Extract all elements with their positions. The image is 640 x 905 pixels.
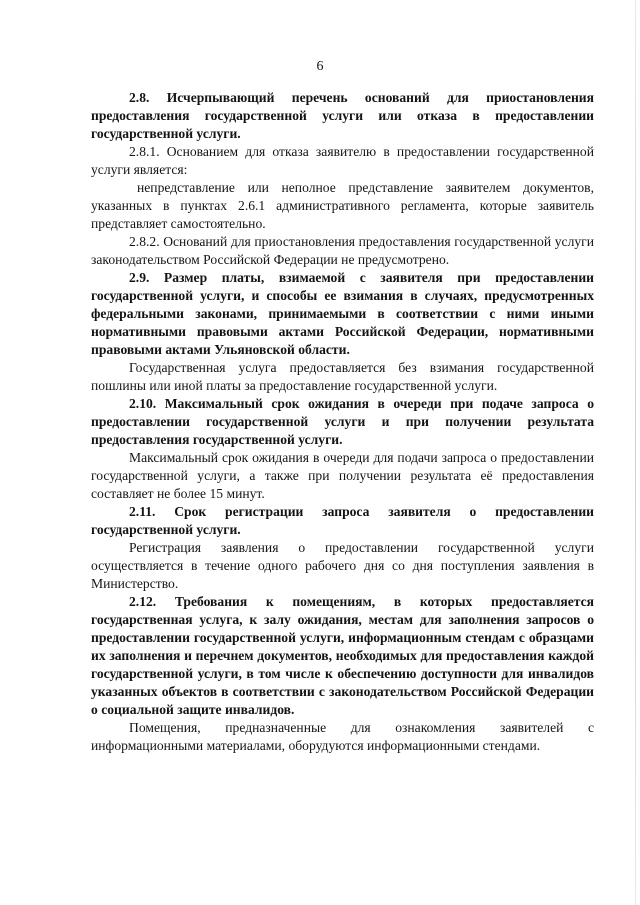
scan-edge-line bbox=[635, 0, 636, 905]
section-heading-2-10: 2.10. Максимальный срок ожидания в очереди при подаче запроса о предоставлении государственной услуги и при получении результата предоставления государственной услуги. bbox=[91, 396, 594, 447]
section-heading-2-11: 2.11. Срок регистрации запроса заявителя о предоставлении государственной услуги. bbox=[91, 504, 594, 537]
paragraph-2-10: Максимальный срок ожидания в очереди для подачи запроса о предоставлении государственной услуги, а также при получении результата её предоставления составляет не более 15 минут. bbox=[91, 450, 594, 501]
paragraph-2-8-2: 2.8.2. Оснований для приостановления предоставления государственной услуги законодательством Российской Федерации не предусмотрено. bbox=[91, 234, 594, 267]
section-heading-2-8: 2.8. Исчерпывающий перечень оснований для приостановления предоставления государственной услуги или отказа в предоставлении государственной услуги. bbox=[91, 90, 594, 141]
section-heading-2-9: 2.9. Размер платы, взимаемой с заявителя при предоставлении государственной услуги, и способы ее взимания в случаях, предусмотренных федеральными законами, принимаемыми в соответствии с ними иными нормативными правовыми актами Российской Федерации, нормативными правовыми актами Ульяновской области. bbox=[91, 270, 594, 357]
document-body bbox=[91, 89, 594, 755]
page-number: 6 bbox=[316, 59, 324, 74]
paragraph-2-8-1-item: непредставление или неполное представление заявителем документов, указанных в пунктах 2.6.1 административного регламента, которые заявитель представляет самостоятельно. bbox=[91, 180, 594, 231]
paragraph-2-12: Помещения, предназначенные для ознакомления заявителей с информационными материалами, оборудуются информационными стендами. bbox=[91, 720, 594, 753]
paragraph-2-9: Государственная услуга предоставляется без взимания государственной пошлины или иной платы за предоставление государственной услуги. bbox=[91, 360, 594, 393]
paragraph-2-11: Регистрация заявления о предоставлении государственной услуги осуществляется в течение одного рабочего дня со дня поступления заявления в Министерство. bbox=[91, 540, 594, 591]
section-heading-2-12: 2.12. Требования к помещениям, в которых предоставляется государственная услуга, к залу ожидания, местам для заполнения запросов о предоставлении государственной услуги, информационным стендам с образцами их заполнения и перечнем документов, необходимых для предоставления каждой государственной услуги, в том числе к обеспечению доступности для инвалидов указанных объектов в соответствии с законодательством Российской Федерации о социальной защите инвалидов. bbox=[91, 594, 594, 717]
paragraph-2-8-1: 2.8.1. Основанием для отказа заявителю в предоставлении государственной услуги является: bbox=[91, 144, 594, 177]
